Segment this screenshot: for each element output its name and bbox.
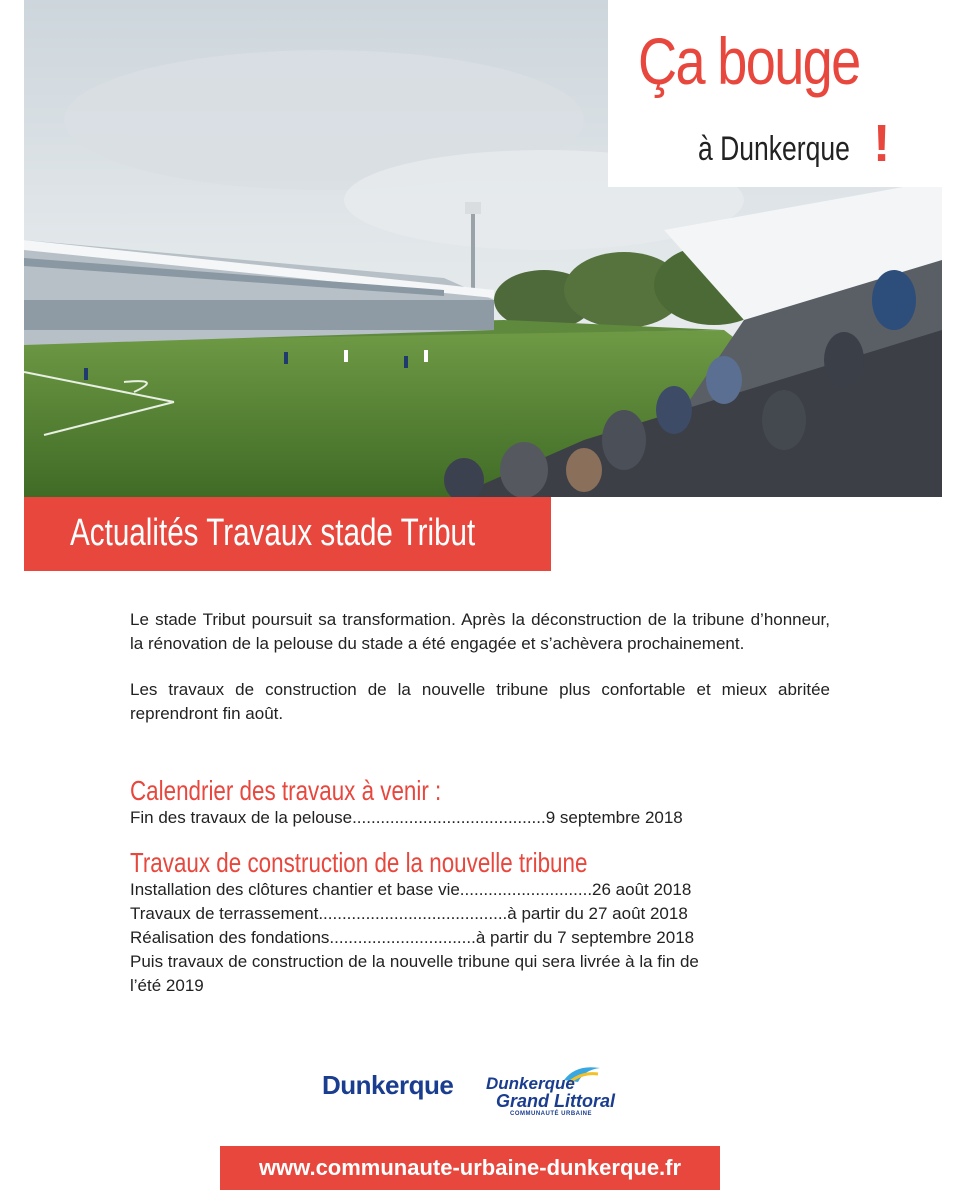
- construction-item: Travaux de terrassement........................................à partir du 27 août 2018: [130, 904, 688, 923]
- footer-url-bar: [220, 1146, 720, 1190]
- header-badge: [608, 0, 942, 187]
- banner-title: Actualités Travaux stade Tribut: [70, 512, 476, 554]
- partner-logos: [322, 1060, 652, 1120]
- construction-item: Puis travaux de construction de la nouvelle tribune qui sera livrée à la fin de: [130, 952, 699, 971]
- logo2-line3: COMMUNAUTÉ URBAINE: [510, 1111, 592, 1117]
- construction-item: Installation des clôtures chantier et base vie............................26 août 2018: [130, 880, 692, 899]
- construction-title: Travaux de construction de la nouvelle tribune: [130, 847, 588, 878]
- section-banner: [24, 497, 551, 571]
- construction-item: l’été 2019: [130, 976, 204, 995]
- calendar-item: Fin des travaux de la pelouse.........................................9 septembre 2018: [130, 808, 683, 827]
- dunkerque-logo: Dunkerque: [322, 1070, 454, 1100]
- logo2-line2: Grand Littoral: [496, 1091, 616, 1111]
- calendar-title: Calendrier des travaux à venir :: [130, 775, 442, 806]
- article-body: [130, 608, 830, 998]
- grand-littoral-logo: [486, 1064, 646, 1120]
- intro-paragraph-2: Les travaux de construction de la nouvelle tribune plus confortable et mieux abritée reprendront fin août.: [130, 680, 830, 723]
- construction-item: Réalisation des fondations...............................à partir du 7 septembre 2018: [130, 928, 695, 947]
- logo2-line1: Dunkerque: [486, 1074, 575, 1093]
- header-subtitle: à Dunkerque: [698, 130, 850, 168]
- footer-url-link[interactable]: www.communaute-urbaine-dunkerque.fr: [258, 1155, 682, 1180]
- intro-paragraph-1: Le stade Tribut poursuit sa transformation. Après la déconstruction de la tribune d’honneur, la rénovation de la pelouse du stade a été engagée et s’achèvera prochainement.: [130, 610, 830, 653]
- header-exclamation: !: [873, 115, 891, 173]
- header-title: Ça bouge: [638, 24, 860, 98]
